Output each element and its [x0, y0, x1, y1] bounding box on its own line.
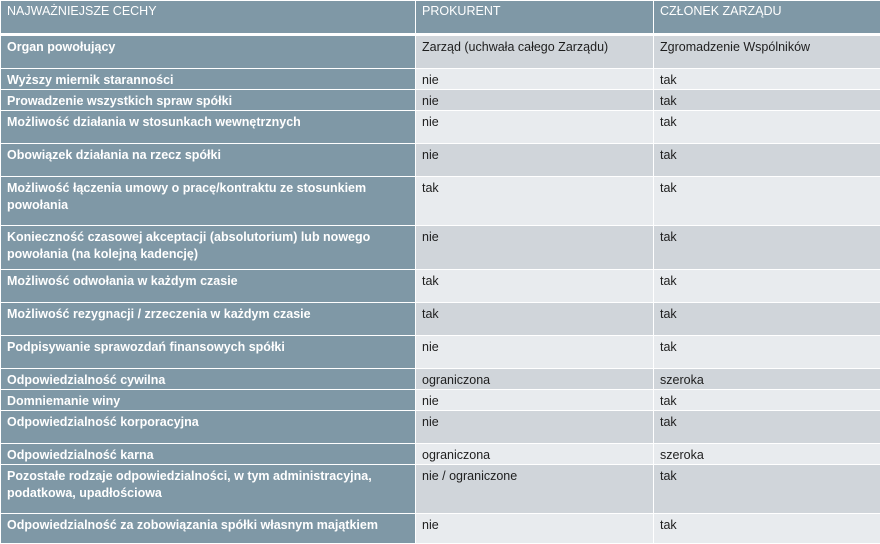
prokurent-cell: tak — [416, 303, 654, 336]
table-row — [1, 303, 880, 336]
prokurent-cell: nie / ograniczone — [416, 465, 654, 514]
czlonek-zarzadu-cell: tak — [654, 390, 880, 411]
czlonek-zarzadu-cell: tak — [654, 90, 880, 111]
table-row — [1, 111, 880, 144]
feature-cell: Możliwość rezygnacji / zrzeczenia w każdym czasie — [1, 303, 416, 336]
feature-cell: Pozostałe rodzaje odpowiedzialności, w tym administracyjna, podatkowa, upadłościowa — [1, 465, 416, 514]
table-row — [1, 90, 880, 111]
prokurent-cell: nie — [416, 226, 654, 270]
czlonek-zarzadu-cell: tak — [654, 270, 880, 303]
table-row — [1, 369, 880, 390]
czlonek-zarzadu-cell: tak — [654, 226, 880, 270]
czlonek-zarzadu-cell: Zgromadzenie Wspólników — [654, 35, 880, 69]
table-row — [1, 69, 880, 90]
prokurent-cell: ograniczona — [416, 369, 654, 390]
header-features: NAJWAŻNIEJSZE CECHY — [1, 1, 416, 35]
feature-cell: Wyższy miernik staranności — [1, 69, 416, 90]
czlonek-zarzadu-cell: tak — [654, 177, 880, 226]
table-row — [1, 444, 880, 465]
prokurent-cell: nie — [416, 69, 654, 90]
prokurent-cell: nie — [416, 411, 654, 444]
feature-cell: Konieczność czasowej akceptacji (absolutorium) lub nowego powołania (na kolejną kadencję) — [1, 226, 416, 270]
prokurent-cell: nie — [416, 90, 654, 111]
table-row — [1, 144, 880, 177]
feature-cell: Możliwość odwołania w każdym czasie — [1, 270, 416, 303]
feature-cell: Możliwość działania w stosunkach wewnętrznych — [1, 111, 416, 144]
table-header — [1, 1, 880, 35]
table-row — [1, 35, 880, 69]
feature-cell: Prowadzenie wszystkich spraw spółki — [1, 90, 416, 111]
table-row — [1, 270, 880, 303]
table-row — [1, 226, 880, 270]
prokurent-cell: nie — [416, 144, 654, 177]
prokurent-cell: nie — [416, 336, 654, 369]
feature-cell: Podpisywanie sprawozdań finansowych spółki — [1, 336, 416, 369]
feature-cell: Odpowiedzialność karna — [1, 444, 416, 465]
table-row — [1, 390, 880, 411]
table-row — [1, 465, 880, 514]
prokurent-cell: tak — [416, 177, 654, 226]
czlonek-zarzadu-cell: tak — [654, 111, 880, 144]
czlonek-zarzadu-cell: tak — [654, 514, 880, 544]
table-row — [1, 514, 880, 544]
prokurent-cell: nie — [416, 514, 654, 544]
feature-cell: Odpowiedzialność za zobowiązania spółki własnym majątkiem — [1, 514, 416, 544]
feature-cell: Odpowiedzialność cywilna — [1, 369, 416, 390]
prokurent-cell: tak — [416, 270, 654, 303]
feature-cell: Odpowiedzialność korporacyjna — [1, 411, 416, 444]
feature-cell: Możliwość łączenia umowy o pracę/kontraktu ze stosunkiem powołania — [1, 177, 416, 226]
header-prokurent: PROKURENT — [416, 1, 654, 35]
feature-cell: Domniemanie winy — [1, 390, 416, 411]
prokurent-cell: nie — [416, 111, 654, 144]
prokurent-cell: Zarząd (uchwała całego Zarządu) — [416, 35, 654, 69]
table-row — [1, 177, 880, 226]
header-czlonek-zarzadu: CZŁONEK ZARZĄDU — [654, 1, 880, 35]
czlonek-zarzadu-cell: tak — [654, 69, 880, 90]
prokurent-cell: ograniczona — [416, 444, 654, 465]
czlonek-zarzadu-cell: tak — [654, 303, 880, 336]
czlonek-zarzadu-cell: tak — [654, 411, 880, 444]
czlonek-zarzadu-cell: tak — [654, 465, 880, 514]
czlonek-zarzadu-cell: szeroka — [654, 444, 880, 465]
feature-cell: Organ powołujący — [1, 35, 416, 69]
prokurent-cell: nie — [416, 390, 654, 411]
table-body — [1, 35, 880, 544]
table-row — [1, 411, 880, 444]
czlonek-zarzadu-cell: tak — [654, 336, 880, 369]
czlonek-zarzadu-cell: szeroka — [654, 369, 880, 390]
table-row — [1, 336, 880, 369]
header-row — [1, 1, 880, 35]
feature-cell: Obowiązek działania na rzecz spółki — [1, 144, 416, 177]
czlonek-zarzadu-cell: tak — [654, 144, 880, 177]
